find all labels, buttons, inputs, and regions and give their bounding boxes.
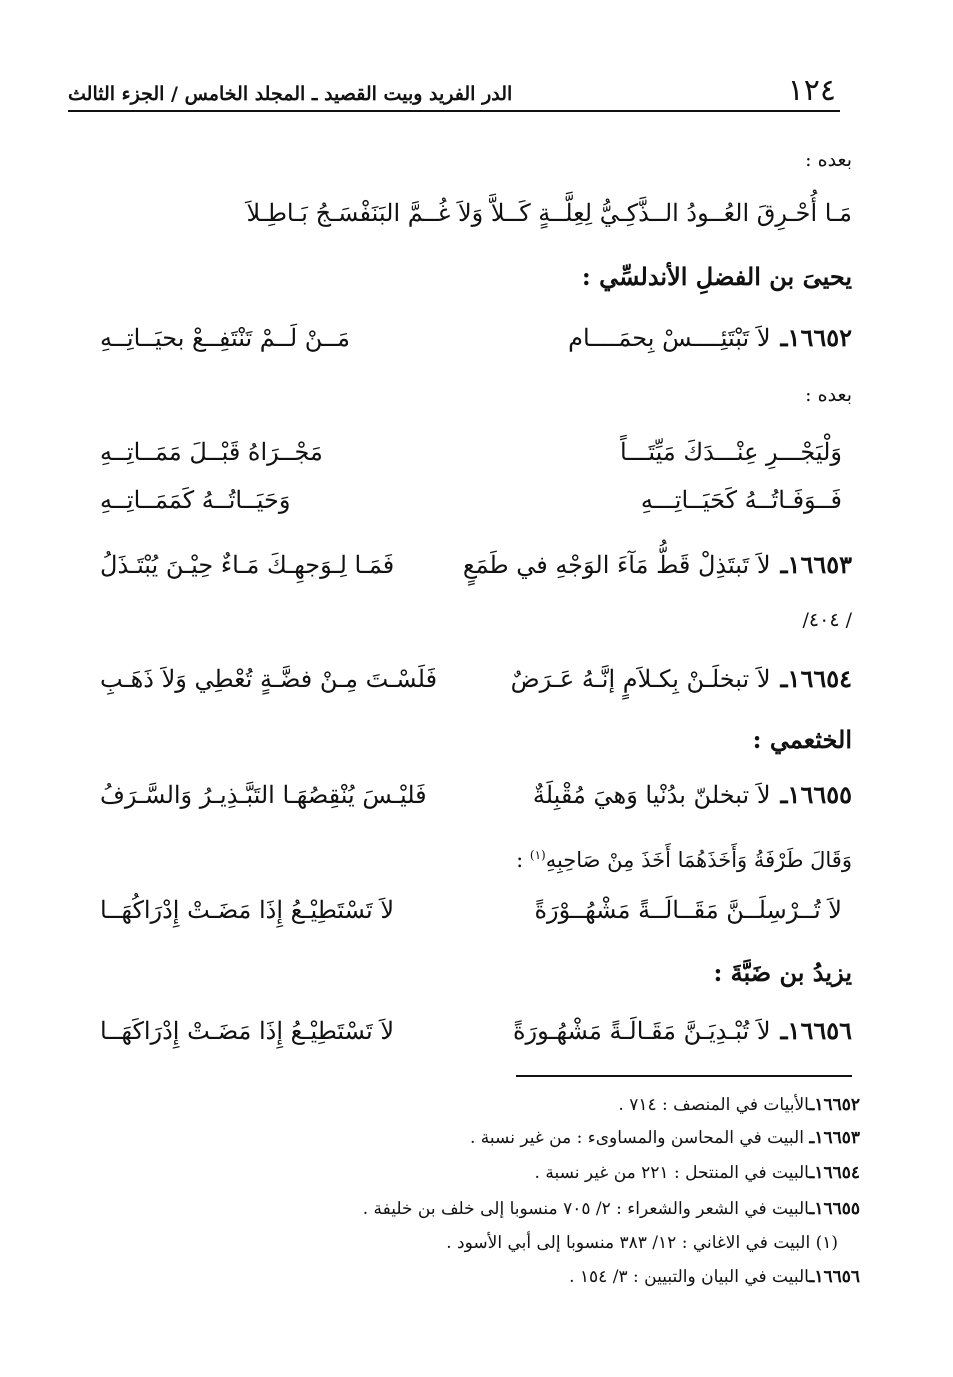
verse-hemistich-first: لاَ تَبتَذِلْ قَطُّ مَآءَ الوَجْهِ في طَمَعٍ [462, 551, 771, 579]
footnote-item [569, 1264, 860, 1290]
verse-hemistich-first: لاَ تَبْتَئِــــسْ بِحمَــــام [568, 324, 771, 352]
footnote-text: البيت في البيان والتبيين : ٣/ ١٥٤ . [569, 1267, 810, 1287]
poet-name [100, 953, 852, 993]
verse-hemistich-second: فَلَسْـتَ مِـنْ فضَّـةٍ تُعْطِي وَلاَ ذَهَـبِ [100, 665, 438, 693]
verse-number: ١٦٦٥٥ـ [780, 780, 852, 809]
footnote-item [446, 1230, 838, 1256]
manuscript-folio-marker [100, 605, 852, 635]
poet-label: الخثعمي : [752, 725, 852, 754]
page-header [68, 52, 840, 106]
running-title: الدر الفريد وبيت القصيد ـ المجلد الخامس / الجزء الثالث [68, 83, 513, 105]
after-label [100, 380, 852, 410]
poet-label: يزيدُ بن ضَبَّةَ : [713, 958, 852, 987]
label-text: / ٤٠٤/ [802, 609, 852, 631]
footnote-text: البيت في المنتحل : ٢٢١ من غير نسبة . [534, 1163, 810, 1183]
verse-line [100, 432, 852, 472]
attribution-text: وَقَالَ طَرْفَةُ وَأَخَذَهُمَا أَخَذَ مِنْ صَاحِبِهِ [545, 848, 852, 872]
footnote-text: (١) البيت في الاغاني : ١٢/ ٣٨٣ منسوبا إلى أبي الأسود . [446, 1233, 838, 1253]
footnote-marker: (١) [529, 848, 546, 862]
verse-number: ١٦٦٥٤ـ [780, 664, 852, 693]
verse-hemistich-first: لاَ تُبْـدِيَـنَّ مَقَـالَـةً مَشْهُـورَةً [512, 1017, 771, 1045]
intro-label [100, 145, 852, 175]
footnote-item [363, 1196, 860, 1222]
footnote-rule [516, 1075, 852, 1077]
verse-hemistich-second: فَمَـا لِـوَجهِـكَ مَـاءٌ حِيْـنَ يُبْتَـذَلُ [100, 551, 395, 579]
verse-hemistich-second: لاَ تَسْتَطِيْـعُ إِذَا مَضَـتْ إِدْرَاكَهَــا [100, 1017, 395, 1045]
verse-16654 [100, 659, 852, 699]
attribution-line [100, 835, 852, 880]
footnote-text: البيت في الشعر والشعراء : ٢/ ٧٠٥ منسوبا إلى خلف بن خليفة . [362, 1199, 810, 1219]
label-text: بعده : [805, 149, 852, 171]
verse-hemistich-first: لاَ تبخلَـنْ بِكـلاَمٍ إنَّـهُ عَـرَضٌ [510, 665, 771, 693]
footnote-text: البيت في المحاسن والمساوىء : من غير نسبة . [469, 1128, 810, 1148]
poet-label: يحيىَ بن الفضلِ الأندلسِّي : [581, 262, 852, 291]
verse-16652 [100, 318, 852, 358]
verse-16655 [100, 775, 852, 815]
footnote-number: ١٦٦٥٦ـ [809, 1267, 860, 1287]
verse-hemistich-second: مَــنْ لَــمْ تَنْتَفِــعْ بحيَــاتِــهِ [100, 324, 350, 352]
label-text: بعده : [805, 384, 852, 406]
page-number: ١٢٤ [787, 73, 836, 108]
footnote-item [470, 1125, 860, 1151]
footnote-item [618, 1092, 860, 1118]
verse-hemistich-second: مَجْــرَاهُ قَبْــلَ مَمَــاتِــهِ [100, 438, 323, 466]
verse-line [100, 890, 852, 930]
footnote-number: ١٦٦٥٢ـ [809, 1095, 860, 1115]
verse-number: ١٦٦٥٢ـ [780, 323, 852, 352]
verse-16656 [100, 1011, 852, 1051]
verse-text: مَـا أُحْـرِقَ العُــودُ الــذَّكِـيُّ لِعِلَّــةٍ كَــلاَّ وَلاَ غُــمَّ البَنَفْسَـجُ بَـاطِـلاَ [246, 199, 852, 227]
header-rule [68, 110, 840, 112]
verse-hemistich-first: فَــوَفَـاتُــهُ كَحَيَــاتِـــهِ [640, 486, 842, 514]
footnote-text: الأبيات في المنصف : ٧١٤ . [618, 1095, 810, 1115]
full-verse-line [100, 193, 852, 233]
verse-hemistich-first: لاَ تبخلنّ بدُنْيا وَهيَ مُقْبِلَةٌ [532, 781, 771, 809]
verse-line [100, 480, 852, 520]
footnote-item [535, 1160, 860, 1186]
verse-16653 [100, 545, 852, 585]
footnote-number: ١٦٦٥٣ـ [809, 1128, 860, 1148]
verse-hemistich-first: وَلْيَجْـــرِ عِنْـــدَكَ مَيِّتَـــاً [619, 438, 842, 466]
verse-number: ١٦٦٥٣ـ [780, 550, 852, 579]
footnote-number: ١٦٦٥٤ـ [809, 1163, 860, 1183]
poet-name [100, 720, 852, 760]
footnote-number: ١٦٦٥٥ـ [809, 1199, 860, 1219]
attribution-tail: : [516, 848, 530, 872]
verse-hemistich-second: فَليْـسَ يُنْقِصُهَـا التَبَّـذِيـرُ وَالسَّـرَفُ [100, 781, 427, 809]
verse-hemistich-first: لاَ تُــرْسِلَــنَّ مَقَــالَــةً مَشْهُــوْرَةً [534, 896, 842, 924]
verse-hemistich-second: وَحَيَــاتُــهُ كَمَمَــاتِــهِ [100, 486, 291, 514]
verse-hemistich-second: لاَ تَسْتَطِيْـعُ إِذَا مَضَـتْ إِدْرَاكُهَــا [100, 896, 395, 924]
poet-name [100, 257, 852, 297]
verse-number: ١٦٦٥٦ـ [780, 1016, 852, 1045]
